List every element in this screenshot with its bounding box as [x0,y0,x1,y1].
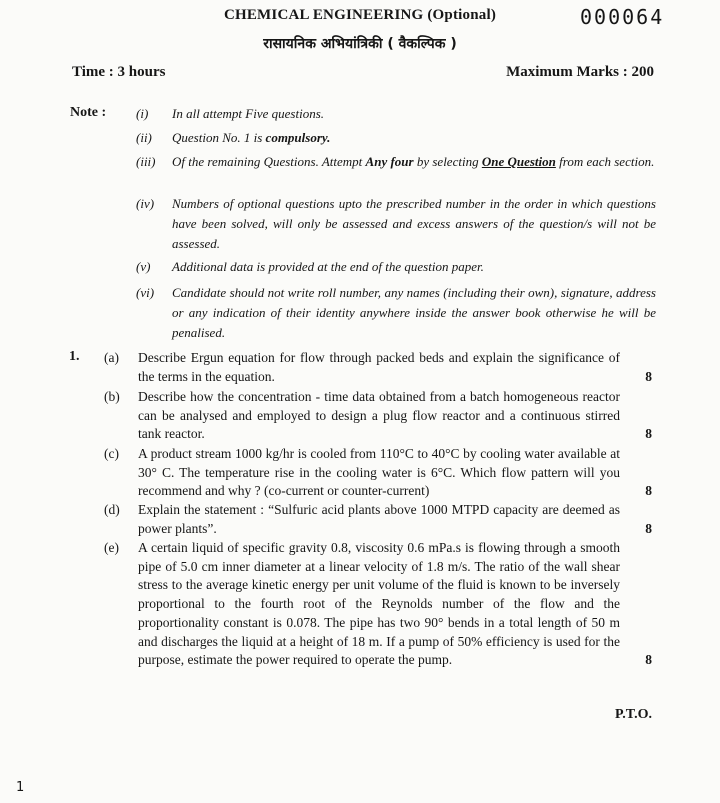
note-item-number: (vi) [136,285,155,300]
part-text: Explain the statement : “Sulfuric acid plants above 1000 MTPD capacity are deemed as power plants”. [138,502,620,536]
note-item-text: Candidate should not write roll number, any names (including their own), signature, address or any indication of their identity anywhere inside the answer book otherwise he will be penalised. [172,285,656,340]
question-part [104,388,652,444]
paper-code: 000064 [580,5,665,29]
question-part [104,501,652,538]
note-item-number: (ii) [136,130,152,145]
question-number: 1. [69,349,80,364]
note-item-number: (iv) [136,196,155,211]
note-item [136,257,656,277]
paper-subtitle-hindi: रासायनिक अभियांत्रिकी ( वैकल्पिक ) [263,36,457,52]
note-item [136,283,656,343]
note-item-number: (iii) [136,154,156,169]
part-marks: 8 [645,652,652,668]
part-label: (b) [104,389,120,404]
please-turn-over: P.T.O. [615,707,652,722]
note-item [136,104,656,124]
note-item-number: (i) [136,106,149,121]
part-text: A certain liquid of specific gravity 0.8, viscosity 0.6 mPa.s is flowing through a smooth pipe of 5.0 cm inner diameter at a linear velocity of 1.8 m/s. The ratio of the wall shear stress to the average kinetic energy per unit volume of the fluid is known to be inversely proportional to the fourth root of the Reynolds number of the flow and the proportionality constant is 0.078. The pipe has two 90° bends in a total length of 50 m and discharges the liquid at a height of 18 m. If a pump of 50% efficiency is used for the purpose, estimate the power required to operate the pump. [138,540,620,668]
exam-duration: Time : 3 hours [72,64,166,80]
note-item-text: Additional data is provided at the end of the question paper. [172,259,484,274]
part-marks: 8 [645,368,652,384]
note-item-text: In all attempt Five questions. [172,106,325,121]
part-marks: 8 [645,426,652,442]
part-label: (a) [104,350,119,365]
note-item [136,194,656,254]
part-label: (c) [104,446,119,461]
part-label: (d) [104,502,120,517]
note-item-text: Question No. 1 is compulsory. [172,130,331,145]
part-text: Describe how the concentration - time data obtained from a batch homogeneous reactor can be analysed and employed to design a plug flow reactor and a continuous stirred tank reactor. [138,389,620,442]
part-text: Describe Ergun equation for flow through packed beds and explain the significance of the terms in the equation. [138,350,620,384]
note-item-number: (v) [136,259,151,274]
question-part [104,445,652,501]
part-marks: 8 [645,483,652,499]
part-label: (e) [104,540,119,555]
note-item-text: Of the remaining Questions. Attempt Any four by selecting One Question from each section. [172,154,655,169]
page-number: 1 [16,780,25,795]
maximum-marks: Maximum Marks : 200 [506,64,654,80]
note-label: Note : [70,105,107,120]
part-marks: 8 [645,520,652,536]
note-item-text: Numbers of optional questions upto the prescribed number in the order in which questions have been solved, will only be assessed and excess answers of the question/s will not be assessed. [172,196,656,251]
question-part [104,349,652,386]
question-part [104,539,652,670]
note-item [136,128,656,148]
note-item [136,152,656,172]
paper-title: CHEMICAL ENGINEERING (Optional) [223,7,497,23]
part-text: A product stream 1000 kg/hr is cooled from 110°C to 40°C by cooling water available at 30° C. The temperature rise in the cooling water is 6°C. Which flow pattern will you recommend and why ? (co-current or counter-current) [138,446,620,499]
